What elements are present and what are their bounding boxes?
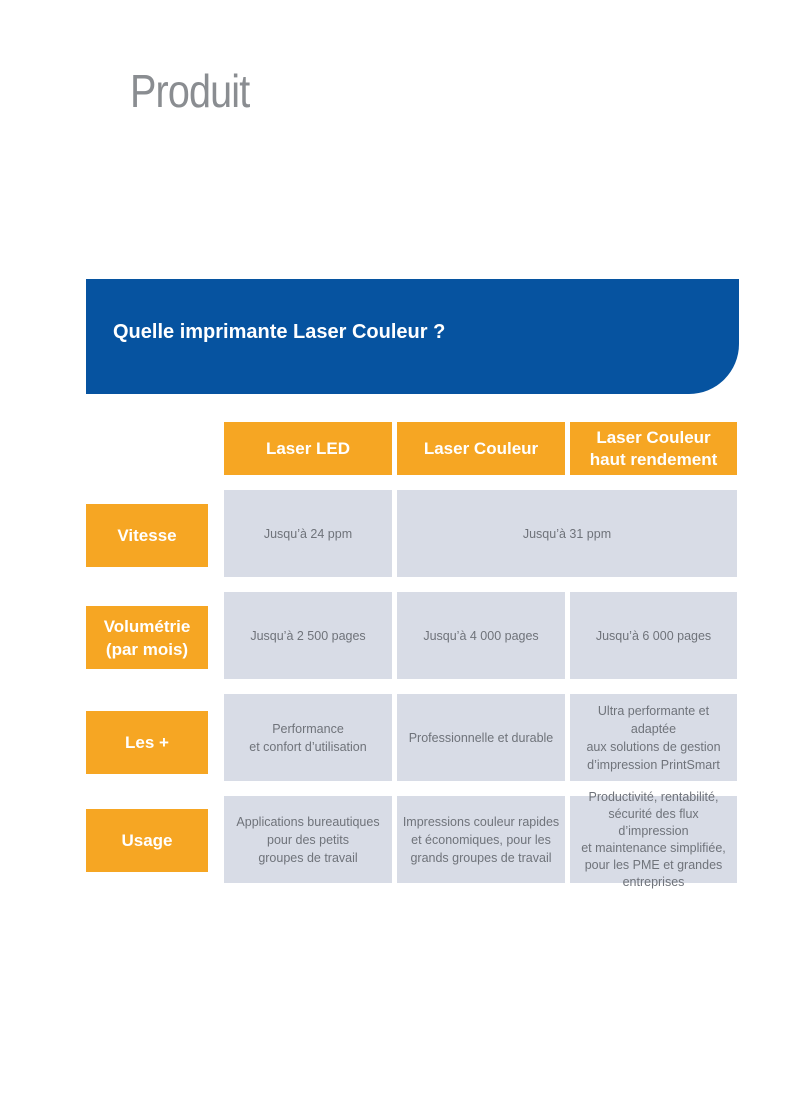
column-header-laser-led: Laser LED (224, 422, 392, 475)
table-cell: Jusqu’à 2 500 pages (224, 592, 392, 679)
table-cell: Ultra performante et adaptée aux solutions de gestion d’impression PrintSmart (570, 694, 737, 781)
table-cell: Jusqu’à 4 000 pages (397, 592, 565, 679)
page-title: Produit (130, 65, 250, 117)
table-cell: Professionnelle et durable (397, 694, 565, 781)
table-cell: Impressions couleur rapides et économiques, pour les grands groupes de travail (397, 796, 565, 883)
table-cell: Productivité, rentabilité, sécurité des flux d’impression et maintenance simplifiée, pour les PME et grandes entreprises (570, 796, 737, 883)
column-header-laser-couleur-haut-rendement: Laser Couleur haut rendement (570, 422, 737, 475)
row-header-volumetrie: Volumétrie (par mois) (86, 606, 208, 669)
table-cell-merged: Jusqu’à 31 ppm (397, 490, 737, 577)
banner-title: Quelle imprimante Laser Couleur ? (113, 321, 446, 343)
row-header-vitesse: Vitesse (86, 504, 208, 567)
row-header-les-plus: Les + (86, 711, 208, 774)
banner (86, 279, 739, 394)
row-header-usage: Usage (86, 809, 208, 872)
table-cell: Applications bureautiques pour des petits groupes de travail (224, 796, 392, 883)
table-cell: Jusqu’à 6 000 pages (570, 592, 737, 679)
table-cell: Performance et confort d’utilisation (224, 694, 392, 781)
column-header-laser-couleur: Laser Couleur (397, 422, 565, 475)
table-cell: Jusqu’à 24 ppm (224, 490, 392, 577)
